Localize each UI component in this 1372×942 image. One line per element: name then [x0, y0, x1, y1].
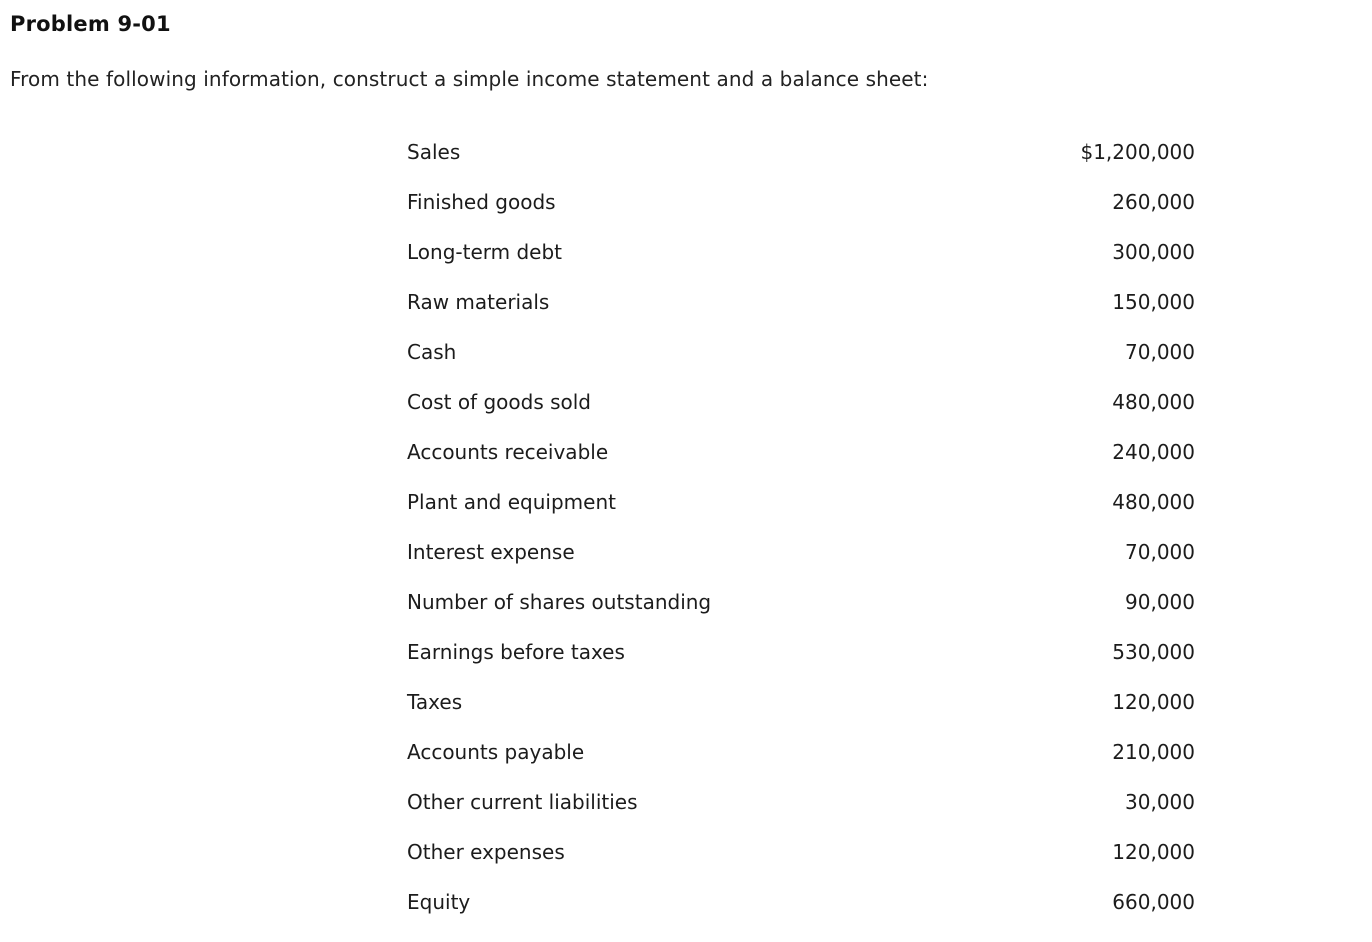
table-row	[407, 327, 1195, 377]
row-label: Long-term debt	[407, 240, 563, 264]
row-value: $1,200,000	[1080, 140, 1195, 164]
table-row	[407, 527, 1195, 577]
row-label: Cash	[407, 340, 457, 364]
financial-data-table	[407, 127, 1195, 927]
row-label: Other current liabilities	[407, 790, 638, 814]
table-row	[407, 127, 1195, 177]
row-value: 210,000	[1112, 740, 1195, 764]
row-value: 70,000	[1125, 340, 1195, 364]
row-value: 300,000	[1112, 240, 1195, 264]
row-value: 70,000	[1125, 540, 1195, 564]
table-row	[407, 877, 1195, 927]
row-label: Taxes	[407, 690, 463, 714]
table-row	[407, 277, 1195, 327]
row-value: 120,000	[1112, 840, 1195, 864]
problem-title: Problem 9-01	[10, 12, 171, 36]
row-label: Accounts payable	[407, 740, 585, 764]
table-row	[407, 727, 1195, 777]
row-value: 240,000	[1112, 440, 1195, 464]
row-label: Sales	[407, 140, 461, 164]
row-value: 120,000	[1112, 690, 1195, 714]
row-value: 480,000	[1112, 490, 1195, 514]
table-row	[407, 227, 1195, 277]
row-label: Earnings before taxes	[407, 640, 625, 664]
row-label: Equity	[407, 890, 471, 914]
problem-intro: From the following information, construct a simple income statement and a balance sheet:	[10, 67, 929, 91]
table-row	[407, 827, 1195, 877]
row-value: 260,000	[1112, 190, 1195, 214]
row-value: 530,000	[1112, 640, 1195, 664]
row-value: 30,000	[1125, 790, 1195, 814]
table-row	[407, 177, 1195, 227]
table-row	[407, 627, 1195, 677]
row-label: Number of shares outstanding	[407, 590, 712, 614]
table-row	[407, 777, 1195, 827]
row-label: Raw materials	[407, 290, 550, 314]
row-value: 90,000	[1125, 590, 1195, 614]
row-label: Plant and equipment	[407, 490, 616, 514]
table-row	[407, 377, 1195, 427]
row-value: 480,000	[1112, 390, 1195, 414]
table-row	[407, 677, 1195, 727]
table-row	[407, 427, 1195, 477]
row-label: Accounts receivable	[407, 440, 609, 464]
row-label: Interest expense	[407, 540, 575, 564]
table-row	[407, 477, 1195, 527]
row-label: Finished goods	[407, 190, 556, 214]
table-row	[407, 577, 1195, 627]
row-label: Cost of goods sold	[407, 390, 592, 414]
row-value: 150,000	[1112, 290, 1195, 314]
row-value: 660,000	[1112, 890, 1195, 914]
row-label: Other expenses	[407, 840, 565, 864]
